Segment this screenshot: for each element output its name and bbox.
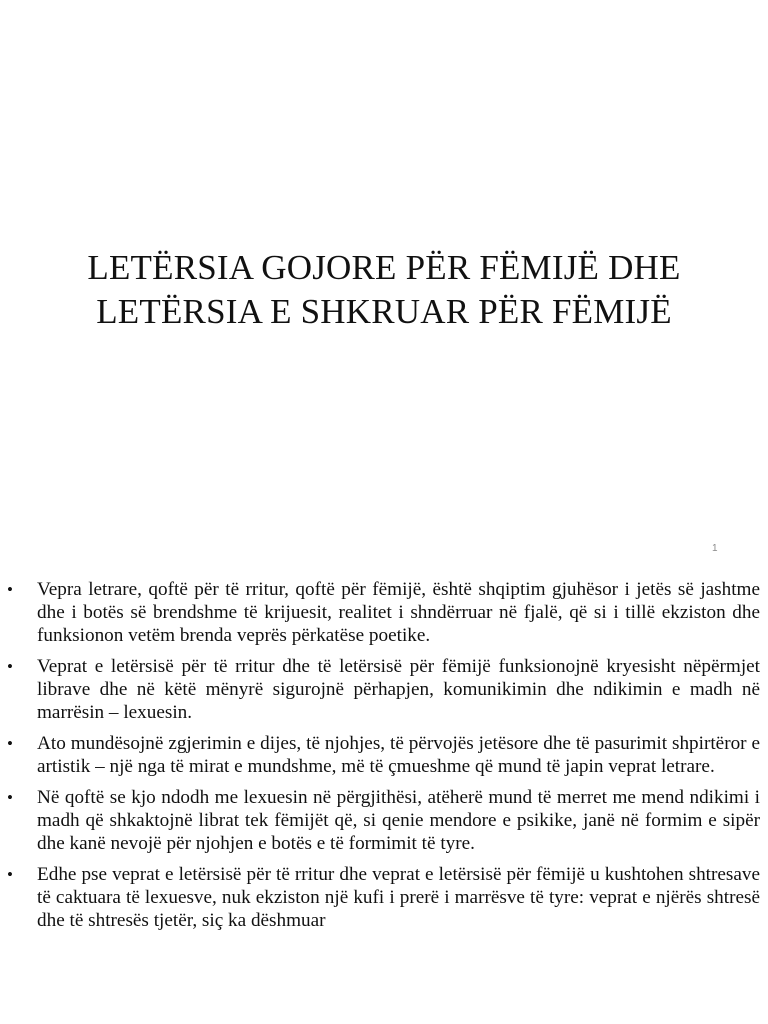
bullet-icon: • [7,865,13,884]
bullet-icon: • [7,657,13,676]
bullet-item [0,732,768,778]
bullet-item [0,863,768,932]
bullet-text: Veprat e letërsisë për të rritur dhe të letërsisë për fëmijë funksionojnë kryesisht nëpërmjet librave dhe në këtë mënyrë sigurojnë përhapjen, komunikimin dhe ndikimin e madh në marrësin – lexuesin. [37,656,760,723]
slide-title [0,246,768,334]
bullet-item [0,578,768,647]
bullet-text: Vepra letrare, qoftë për të rritur, qoftë për fëmijë, është shqiptim gjuhësor i jetës së jashtme dhe i botës së brendshme të krijuesit, realitet i shndërruar në fjalë, që si i tillë ekziston dhe funksionon vetëm brenda veprës përkatëse poetike. [37,579,760,646]
bullet-list [0,578,768,940]
bullet-icon: • [7,580,13,599]
bullet-text: Ato mundësojnë zgjerimin e dijes, të njohjes, të përvojës jetësore dhe të pasurimit shpirtëror e artistik – një nga të mirat e mundshme, më të çmueshme që mund të japin veprat letrare. [37,733,760,777]
bullet-icon: • [7,734,13,753]
bullet-item [0,655,768,724]
slide-title-line-2: LETËRSIA E SHKRUAR PËR FËMIJË [96,292,672,331]
slide-number: 1 [712,543,718,554]
bullet-item [0,786,768,855]
bullet-text: Edhe pse veprat e letërsisë për të rritur dhe veprat e letërsisë për fëmijë u kushtohen shtresave të caktuara të lexuesve, nuk ekziston një kufi i prerë i marrësve të tyre: veprat e njërës shtresë dhe të shtresës tjetër, siç ka dëshmuar [37,864,760,931]
bullet-text: Në qoftë se kjo ndodh me lexuesin në përgjithësi, atëherë mund të merret me mend ndikimi i madh që shkaktojnë librat tek fëmijët që, si qenie mendore e psikike, janë në formim e sipër dhe kanë nevojë për njohjen e botës e të formimit të tyre. [37,787,760,854]
slide-title-line-1: LETËRSIA GOJORE PËR FËMIJË DHE [87,248,681,287]
bullet-icon: • [7,788,13,807]
